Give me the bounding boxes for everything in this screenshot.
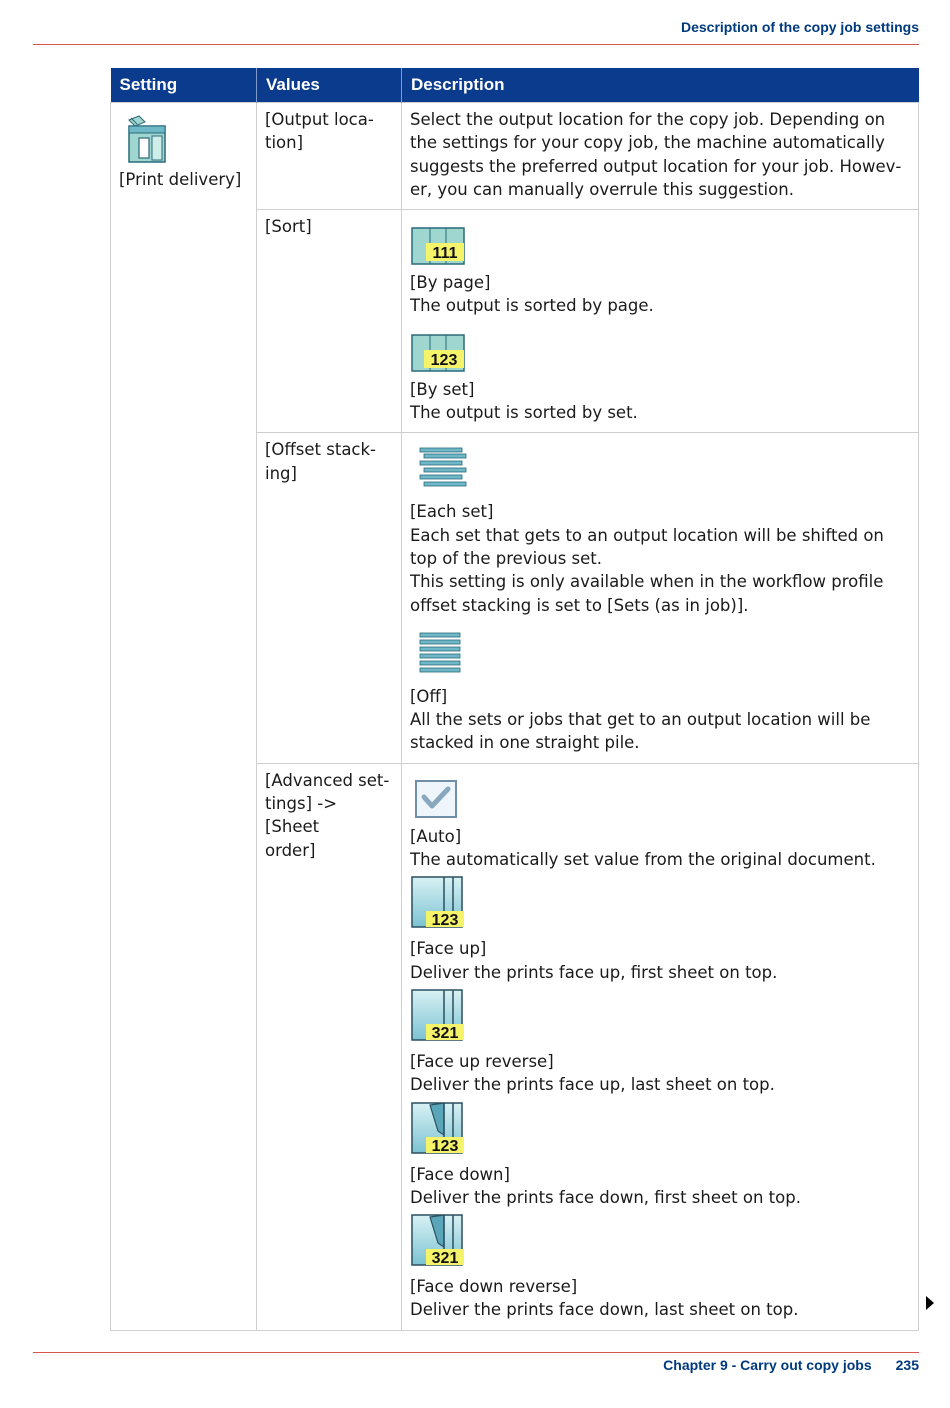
description-cell [402, 433, 919, 763]
face-down-reverse-icon-text: 321 [431, 1250, 459, 1268]
face-up-reverse-icon [410, 988, 468, 1046]
option-label: [Face down] [410, 1164, 510, 1184]
face-down-reverse-icon [410, 1213, 468, 1271]
option-description: The output is sorted by set. [410, 403, 638, 423]
option-label: [Face up] [410, 939, 487, 959]
values-cell [257, 763, 402, 1330]
running-header-title: Description of the copy job settings [680, 19, 919, 35]
option-face-down-reverse [410, 1213, 910, 1322]
option-label: [Off] [410, 686, 448, 706]
face-up-icon-text: 123 [431, 912, 459, 930]
next-page-arrow-icon [926, 1296, 934, 1310]
sort-by-set-icon-text: 123 [430, 351, 458, 369]
footer-chapter: Chapter 9 - Carry out copy jobs [663, 1357, 872, 1373]
option-label: [Face down reverse] [410, 1277, 578, 1297]
option-description: All the sets or jobs that get to an output location will be stacked in one straight pile. [410, 710, 871, 753]
face-down-icon [410, 1101, 468, 1159]
value-label-line: [Output loca- [265, 110, 374, 129]
option-description: Deliver the prints face down, last sheet on top. [410, 1300, 799, 1320]
option-description: Deliver the prints face up, first sheet on top. [410, 962, 778, 982]
auto-checkbox-icon [410, 775, 460, 821]
setting-label: [Print delivery] [119, 170, 242, 189]
table-row [111, 103, 919, 210]
option-label: [By set] [410, 379, 475, 399]
page-number: 235 [895, 1357, 919, 1373]
option-description: Deliver the prints face down, first sheet on top. [410, 1187, 801, 1207]
face-down-icon-text: 123 [431, 1137, 459, 1155]
print-delivery-icon [125, 114, 167, 164]
settings-table [110, 68, 919, 1331]
description-cell [402, 210, 919, 433]
header-description: Description [402, 68, 919, 103]
option-auto [410, 775, 910, 872]
value-label-line: [Sort] [265, 217, 312, 237]
value-label-line: ing] [265, 463, 297, 483]
option-description: The output is sorted by page. [410, 296, 654, 316]
option-face-up-reverse [410, 988, 910, 1097]
offset-off-icon [410, 629, 470, 681]
footer [663, 1357, 919, 1373]
option-description: Deliver the prints face up, last sheet on top. [410, 1075, 775, 1095]
offset-each-set-icon [410, 444, 470, 496]
value-label-line: [Offset stack- [265, 440, 377, 460]
value-label-line: tion] [265, 133, 304, 153]
sort-by-page-icon-text: 111 [432, 245, 458, 263]
option-off [410, 629, 910, 755]
option-description: This setting is only available when in the workflow profile offset stacking is set to [Sets (as in job)]. [410, 572, 884, 615]
values-cell [257, 210, 402, 433]
setting-cell [111, 103, 257, 1331]
value-label-line: [Advanced set- [265, 770, 390, 790]
face-up-icon [410, 875, 468, 933]
sort-by-page-icon [410, 225, 466, 267]
description-cell [402, 103, 919, 210]
header-values: Values [257, 68, 402, 103]
option-each-set [410, 444, 910, 616]
values-cell [257, 433, 402, 763]
sort-by-set-icon [410, 332, 466, 374]
value-label-line: order] [265, 840, 316, 860]
option-label: [Each set] [410, 502, 494, 522]
option-label: [Face up reverse] [410, 1051, 554, 1071]
option-label: [By page] [410, 273, 491, 293]
option-description: The automatically set value from the original document. [410, 850, 876, 870]
description-text: Select the output location for the copy job. Depending on the settings for your copy job, the machine automatically suggests the preferred output location for your job. However, you can manually overrule this suggestion. [410, 110, 902, 199]
option-by-page [410, 225, 910, 318]
value-label-line: tings] -> [Sheet [265, 794, 338, 837]
values-cell [257, 103, 402, 210]
option-description: Each set that gets to an output location will be shifted on top of the previous set. [410, 525, 884, 568]
header-rule [33, 44, 919, 45]
table-header-row [111, 68, 919, 103]
face-up-reverse-icon-text: 321 [431, 1024, 459, 1042]
footer-rule [33, 1352, 919, 1353]
description-cell [402, 763, 919, 1330]
header-setting: Setting [111, 68, 257, 103]
option-face-up [410, 875, 910, 984]
option-face-down [410, 1101, 910, 1210]
option-by-set [410, 332, 910, 425]
option-label: [Auto] [410, 826, 462, 846]
